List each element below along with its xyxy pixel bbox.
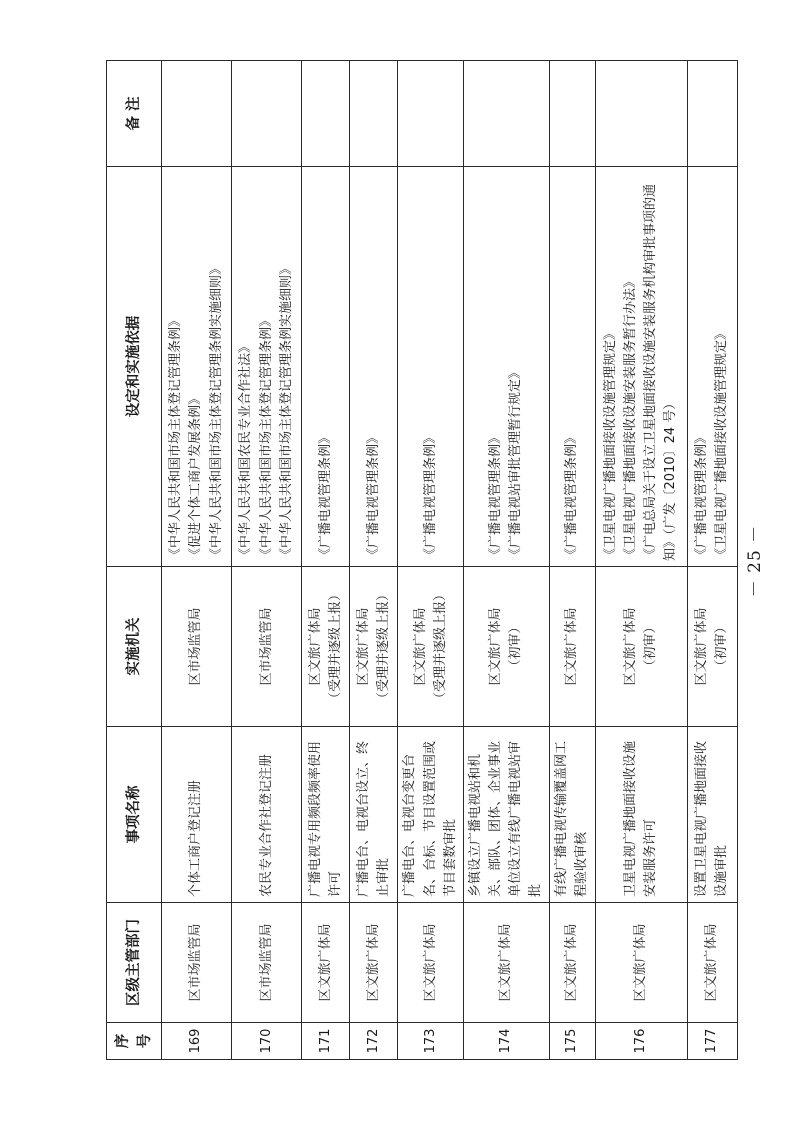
basis-line: 《广播电视管理条例》: [564, 430, 580, 561]
basis-line: 《卫星电视广播地面接收设施管理规定》: [714, 326, 730, 561]
table-row: [302, 61, 350, 1060]
row-basis: [398, 167, 464, 567]
row-remark: [302, 61, 350, 167]
authority-line: 区文旅广体局: [623, 607, 639, 686]
basis-line: 《中华人民共和国市场主体登记管理条例》: [168, 313, 184, 561]
row-dept: 区文旅广体局: [595, 903, 687, 1023]
basis-line: 《卫星电视广播地面接收设施安装服务暂行办法》: [623, 274, 639, 561]
row-remark: [162, 61, 232, 167]
row-authority: [350, 567, 398, 727]
header-remark: 备 注: [107, 61, 162, 167]
authority-line: （受理并逐级上报）: [375, 588, 391, 706]
authority-line: （初审）: [643, 620, 659, 673]
table-row: [595, 61, 687, 1060]
authority-line: 区文旅广体局: [564, 607, 580, 686]
row-remark: [687, 61, 737, 167]
items-table: [106, 60, 738, 1060]
row-authority: [162, 567, 232, 727]
header-item: 事项名称: [107, 727, 162, 903]
authority-line: （初审）: [508, 620, 524, 673]
row-basis: [232, 167, 302, 567]
row-authority: [463, 567, 549, 727]
row-dept: 区文旅广体局: [350, 903, 398, 1023]
row-item: 有线广播电视传输覆盖网工程验收审核: [549, 727, 595, 903]
row-item: 卫星电视广播地面接收设施安装服务许可: [595, 727, 687, 903]
header-authority: 实施机关: [107, 567, 162, 727]
authority-line: 区文旅广体局: [355, 607, 371, 686]
row-remark: [549, 61, 595, 167]
basis-line: 《中华人民共和国农民专业合作社法》: [238, 339, 254, 561]
header-no: 序号: [107, 1023, 162, 1060]
row-authority: [549, 567, 595, 727]
row-number: 175: [549, 1023, 595, 1060]
row-dept: 区市场监管局: [232, 903, 302, 1023]
basis-line: 《广播电视管理条例》: [365, 430, 381, 561]
authority-line: （初审）: [714, 620, 730, 673]
row-number: 174: [463, 1023, 549, 1060]
basis-line: 《广播电视站审批管理暂行规定》: [508, 365, 524, 561]
row-dept: 区文旅广体局: [302, 903, 350, 1023]
authority-line: 区文旅广体局: [412, 607, 428, 686]
basis-line: 《中华人民共和国市场主体登记管理条例》: [258, 313, 274, 561]
table-row: [463, 61, 549, 1060]
row-authority: [687, 567, 737, 727]
header-basis: 设定和实施依据: [107, 167, 162, 567]
row-basis: [350, 167, 398, 567]
row-basis: [595, 167, 687, 567]
header-dept: 区级主管部门: [107, 903, 162, 1023]
row-remark: [463, 61, 549, 167]
row-item: 广播电视专用频段频率使用许可: [302, 727, 350, 903]
row-dept: 区文旅广体局: [398, 903, 464, 1023]
page-number: － 25 －: [745, 524, 765, 598]
row-authority: [232, 567, 302, 727]
row-number: 177: [687, 1023, 737, 1060]
table-row: [232, 61, 302, 1060]
authority-line: 区文旅广体局: [307, 607, 323, 686]
row-basis: [463, 167, 549, 567]
row-dept: 区文旅广体局: [687, 903, 737, 1023]
row-authority: [398, 567, 464, 727]
row-authority: [302, 567, 350, 727]
basis-line: 《广播电视管理条例》: [317, 430, 333, 561]
row-item: 农民专业合作社登记注册: [232, 727, 302, 903]
row-authority: [595, 567, 687, 727]
table-header-row: [107, 61, 162, 1060]
table-row: [549, 61, 595, 1060]
authority-line: 区文旅广体局: [488, 607, 504, 686]
row-number: 169: [162, 1023, 232, 1060]
row-basis: [549, 167, 595, 567]
row-number: 173: [398, 1023, 464, 1060]
authority-line: 区市场监管局: [188, 607, 204, 686]
row-basis: [162, 167, 232, 567]
row-number: 170: [232, 1023, 302, 1060]
table-row: [350, 61, 398, 1060]
authority-line: （受理并逐级上报）: [432, 588, 448, 706]
authority-line: （受理并逐级上报）: [327, 588, 343, 706]
row-dept: 区文旅广体局: [463, 903, 549, 1023]
row-item: 个体工商户登记注册: [162, 727, 232, 903]
basis-line: 《促进个体工商户发展条例》: [188, 391, 204, 561]
row-number: 172: [350, 1023, 398, 1060]
row-item: 广播电台、电视台设立、终止审批: [350, 727, 398, 903]
row-remark: [350, 61, 398, 167]
basis-line: 《广播电视管理条例》: [488, 430, 504, 561]
basis-line: 《卫星电视广播地面接收设施管理规定》: [602, 326, 618, 561]
row-number: 176: [595, 1023, 687, 1060]
authority-line: 区市场监管局: [258, 607, 274, 686]
basis-line: 《广电总局关于设立卫星地面接收设施安装服务机构审批事项的通知》（广发〔2010〕24 号）: [643, 183, 679, 561]
authority-line: 区文旅广体局: [694, 607, 710, 686]
table-row: [162, 61, 232, 1060]
row-item: 乡镇设立广播电视站和机关、部队、团体、企业事业单位设立有线广播电视站审批: [463, 727, 549, 903]
row-dept: 区市场监管局: [162, 903, 232, 1023]
row-basis: [687, 167, 737, 567]
row-remark: [232, 61, 302, 167]
row-item: 广播电台、电视台变更台名、台标、节目设置范围或节目套数审批: [398, 727, 464, 903]
basis-line: 《广播电视管理条例》: [422, 430, 438, 561]
basis-line: 《中华人民共和国市场主体登记管理条例实施细则》: [278, 261, 294, 561]
row-remark: [398, 61, 464, 167]
table-row: [398, 61, 464, 1060]
basis-line: 《广播电视管理条例》: [694, 430, 710, 561]
table-row: [687, 61, 737, 1060]
row-number: 171: [302, 1023, 350, 1060]
basis-line: 《中华人民共和国市场主体登记管理条例实施细则》: [208, 261, 224, 561]
row-basis: [302, 167, 350, 567]
row-remark: [595, 61, 687, 167]
row-dept: 区文旅广体局: [549, 903, 595, 1023]
row-item: 设置卫星电视广播地面接收设施审批: [687, 727, 737, 903]
